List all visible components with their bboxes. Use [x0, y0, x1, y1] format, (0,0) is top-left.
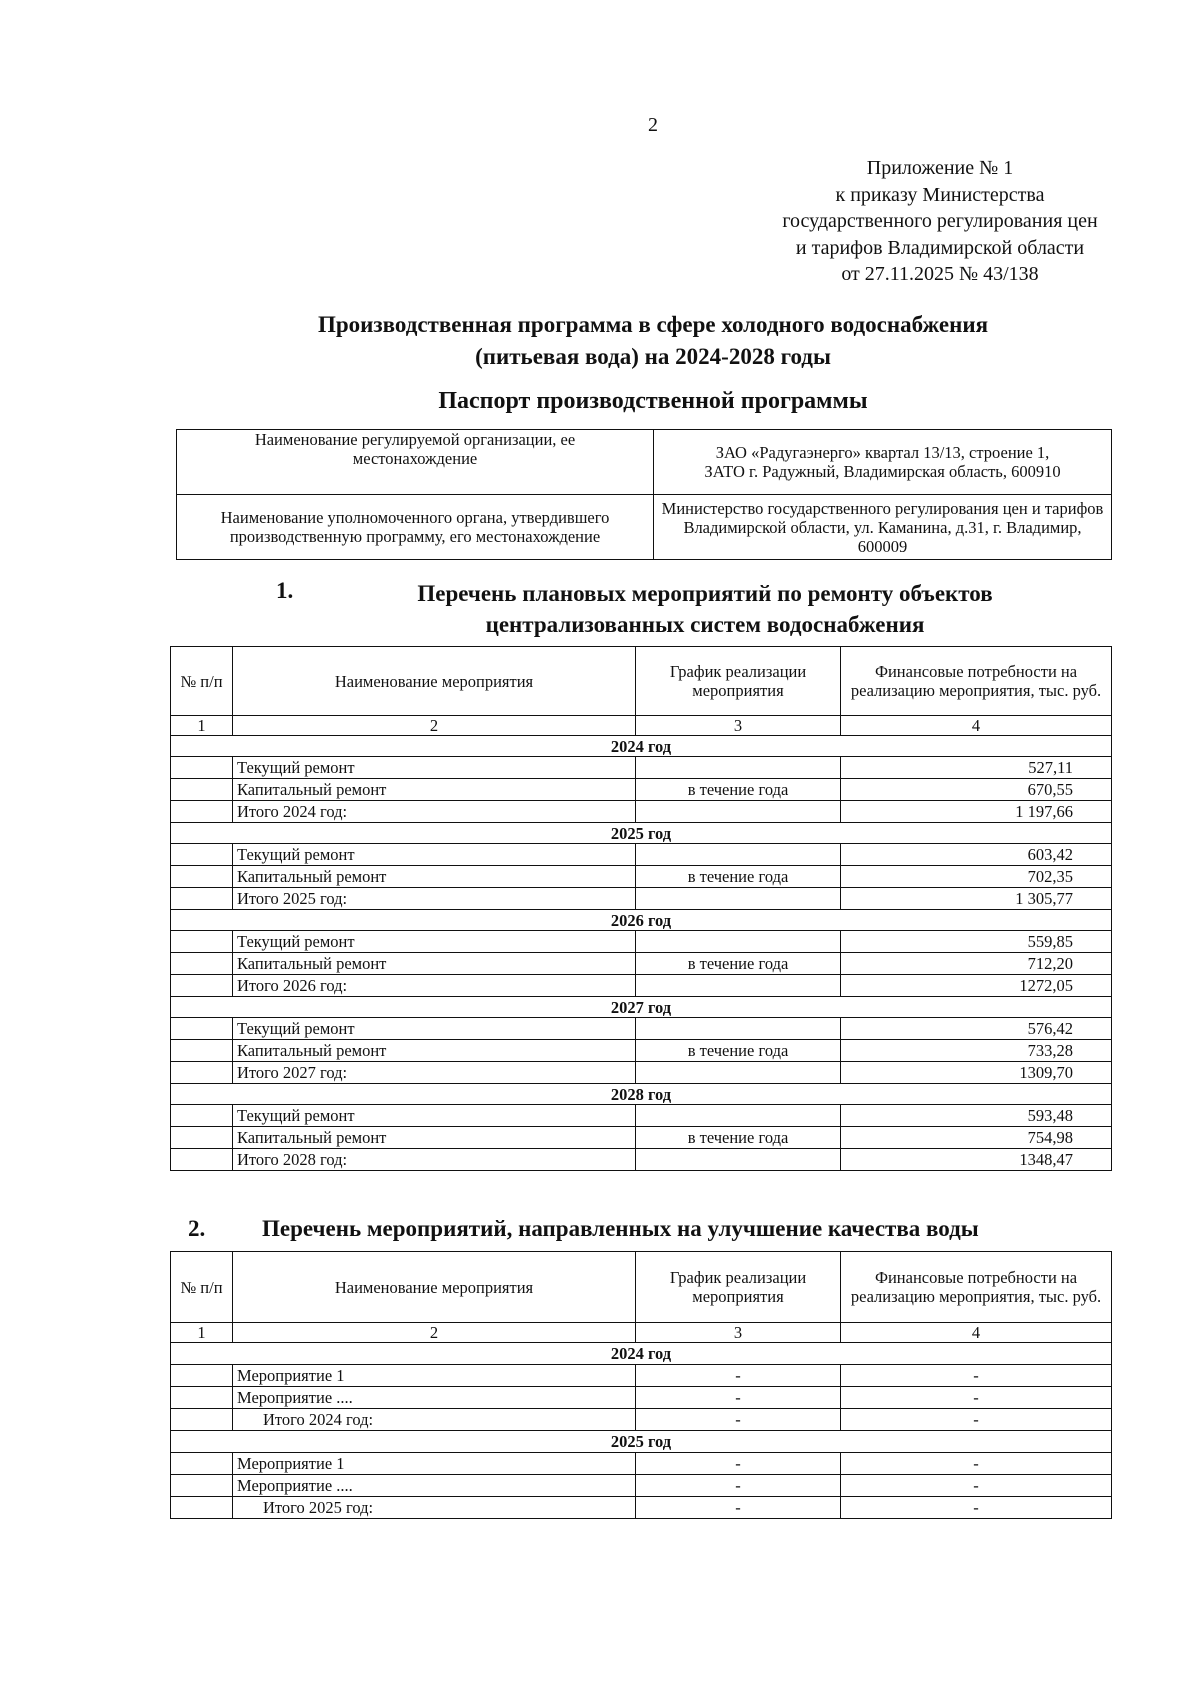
row-name: Текущий ремонт [233, 1018, 636, 1040]
row-finance: 712,20 [841, 953, 1112, 975]
table-row [171, 801, 1112, 823]
row-num [171, 888, 233, 910]
row-num [171, 1497, 233, 1519]
year-label: 2025 год [171, 823, 1112, 844]
column-number-row [171, 1323, 1112, 1343]
row-schedule [636, 757, 841, 779]
header-finance: Финансовые потребности на реализацию мероприятия, тыс. руб. [841, 647, 1112, 716]
column-number: 3 [636, 1323, 841, 1343]
row-schedule: - [636, 1475, 841, 1497]
row-finance: 1348,47 [841, 1149, 1112, 1171]
row-name: Текущий ремонт [233, 757, 636, 779]
table-row [171, 757, 1112, 779]
passport-label: Наименование уполномоченного органа, утвердившего производственную программу, его местонахождение [177, 495, 654, 560]
row-finance: 733,28 [841, 1040, 1112, 1062]
row-name: Текущий ремонт [233, 1105, 636, 1127]
table-row [171, 1040, 1112, 1062]
row-schedule: - [636, 1387, 841, 1409]
passport-row [177, 495, 1112, 560]
year-row [171, 736, 1112, 757]
section-2-title: Перечень мероприятий, направленных на улучшение качества воды [262, 1216, 979, 1241]
table-row [171, 888, 1112, 910]
passport-label: Наименование регулируемой организации, ее местонахождение [177, 430, 654, 495]
year-row [171, 910, 1112, 931]
row-finance: 576,42 [841, 1018, 1112, 1040]
row-schedule: - [636, 1365, 841, 1387]
row-name: Капитальный ремонт [233, 779, 636, 801]
section-1-title: Перечень плановых мероприятий по ремонту объектов централизованных систем водоснабжения [417, 581, 993, 637]
row-name: Итого 2024 год: [233, 801, 636, 823]
row-name: Мероприятие 1 [233, 1453, 636, 1475]
row-schedule [636, 801, 841, 823]
header-schedule: График реализации мероприятия [636, 1252, 841, 1323]
row-finance: 527,11 [841, 757, 1112, 779]
row-finance: 1309,70 [841, 1062, 1112, 1084]
section-2-number: 2. [188, 1216, 206, 1241]
table-row [171, 866, 1112, 888]
row-finance: 1 305,77 [841, 888, 1112, 910]
table-row [171, 1365, 1112, 1387]
water-quality-table [170, 1251, 1112, 1519]
row-name: Капитальный ремонт [233, 866, 636, 888]
row-name: Текущий ремонт [233, 844, 636, 866]
header-finance: Финансовые потребности на реализацию мероприятия, тыс. руб. [841, 1252, 1112, 1323]
column-number-row [171, 716, 1112, 736]
row-name: Итого 2028 год: [233, 1149, 636, 1171]
row-num [171, 1387, 233, 1409]
row-num [171, 1018, 233, 1040]
row-finance: - [841, 1475, 1112, 1497]
passport-table [176, 429, 1112, 560]
row-name: Мероприятие .... [233, 1387, 636, 1409]
year-label: 2028 год [171, 1084, 1112, 1105]
row-schedule: - [636, 1409, 841, 1431]
year-row [171, 1431, 1112, 1453]
row-schedule: в течение года [636, 953, 841, 975]
page-number: 2 [648, 114, 658, 136]
row-name: Мероприятие 1 [233, 1365, 636, 1387]
row-schedule [636, 1149, 841, 1171]
year-label: 2026 год [171, 910, 1112, 931]
column-number: 3 [636, 716, 841, 736]
header-name: Наименование мероприятия [233, 647, 636, 716]
year-row [171, 1343, 1112, 1365]
document-title-line-2: (питьевая вода) на 2024-2028 годы [475, 344, 831, 369]
row-num [171, 1105, 233, 1127]
repair-plan-table [170, 646, 1112, 1171]
year-label: 2024 год [171, 1343, 1112, 1365]
table-row [171, 1062, 1112, 1084]
passport-value: Министерство государственного регулирования цен и тарифов Владимирской области, ул. Каманина, д.31, г. Владимир, 600009 [654, 495, 1112, 560]
year-row [171, 1084, 1112, 1105]
table-row [171, 1453, 1112, 1475]
row-name: Текущий ремонт [233, 931, 636, 953]
table-row [171, 1105, 1112, 1127]
row-num [171, 1453, 233, 1475]
appendix-note [720, 155, 1160, 288]
row-finance: - [841, 1453, 1112, 1475]
row-finance: 559,85 [841, 931, 1112, 953]
row-num [171, 1040, 233, 1062]
row-finance: 754,98 [841, 1127, 1112, 1149]
table-row [171, 931, 1112, 953]
column-number: 2 [233, 1323, 636, 1343]
table-row [171, 1149, 1112, 1171]
passport-row [177, 430, 1112, 495]
table-row [171, 1387, 1112, 1409]
row-finance: - [841, 1409, 1112, 1431]
row-name: Итого 2026 год: [233, 975, 636, 997]
row-num [171, 1127, 233, 1149]
row-finance: 702,35 [841, 866, 1112, 888]
column-number: 1 [171, 716, 233, 736]
row-name: Итого 2025 год: [233, 888, 636, 910]
row-schedule: - [636, 1497, 841, 1519]
row-name: Итого 2024 год: [233, 1409, 636, 1431]
appendix-line: Приложение № 1 [866, 157, 1014, 179]
row-name: Итого 2025 год: [233, 1497, 636, 1519]
header-name: Наименование мероприятия [233, 1252, 636, 1323]
passport-value: ЗАО «Радугаэнерго» квартал 13/13, строение 1, ЗАТО г. Радужный, Владимирская область, 600910 [654, 430, 1112, 495]
appendix-line: государственного регулирования цен [782, 210, 1098, 232]
table-row [171, 1475, 1112, 1497]
column-number: 4 [841, 1323, 1112, 1343]
row-finance: 1272,05 [841, 975, 1112, 997]
row-name: Капитальный ремонт [233, 1040, 636, 1062]
row-schedule [636, 1062, 841, 1084]
row-schedule: - [636, 1453, 841, 1475]
row-schedule: в течение года [636, 866, 841, 888]
section-1-number: 1. [276, 578, 294, 603]
header-num: № п/п [171, 1252, 233, 1323]
row-name: Капитальный ремонт [233, 1127, 636, 1149]
row-num [171, 757, 233, 779]
column-number: 4 [841, 716, 1112, 736]
row-schedule: в течение года [636, 1040, 841, 1062]
table-header-row [171, 647, 1112, 716]
row-schedule [636, 844, 841, 866]
row-schedule [636, 888, 841, 910]
row-schedule: в течение года [636, 779, 841, 801]
row-num [171, 844, 233, 866]
table-row [171, 844, 1112, 866]
table-header-row [171, 1252, 1112, 1323]
row-finance: 603,42 [841, 844, 1112, 866]
passport-title: Паспорт производственной программы [438, 388, 868, 414]
column-number: 2 [233, 716, 636, 736]
row-name: Капитальный ремонт [233, 953, 636, 975]
row-schedule [636, 1105, 841, 1127]
table-row [171, 1018, 1112, 1040]
row-schedule [636, 1018, 841, 1040]
row-name: Итого 2027 год: [233, 1062, 636, 1084]
table-row [171, 1497, 1112, 1519]
header-schedule: График реализации мероприятия [636, 647, 841, 716]
year-row [171, 823, 1112, 844]
table-row [171, 975, 1112, 997]
row-num [171, 1475, 233, 1497]
appendix-line: от 27.11.2025 № 43/138 [841, 263, 1039, 285]
row-finance: 593,48 [841, 1105, 1112, 1127]
row-num [171, 1149, 233, 1171]
row-num [171, 866, 233, 888]
appendix-line: и тарифов Владимирской области [795, 236, 1085, 259]
row-schedule: в течение года [636, 1127, 841, 1149]
row-num [171, 779, 233, 801]
document-title-line-1: Производственная программа в сфере холодного водоснабжения [317, 312, 989, 337]
row-num [171, 1365, 233, 1387]
year-label: 2027 год [171, 997, 1112, 1018]
row-finance: 1 197,66 [841, 801, 1112, 823]
row-num [171, 953, 233, 975]
appendix-line: к приказу Министерства [835, 183, 1045, 206]
row-finance: - [841, 1497, 1112, 1519]
row-schedule [636, 931, 841, 953]
row-num [171, 1409, 233, 1431]
row-finance: 670,55 [841, 779, 1112, 801]
row-num [171, 801, 233, 823]
row-finance: - [841, 1365, 1112, 1387]
year-label: 2024 год [171, 736, 1112, 757]
row-schedule [636, 975, 841, 997]
row-num [171, 1062, 233, 1084]
year-label: 2025 год [171, 1431, 1112, 1453]
row-name: Мероприятие .... [233, 1475, 636, 1497]
table-row [171, 953, 1112, 975]
header-num: № п/п [171, 647, 233, 716]
row-num [171, 931, 233, 953]
table-row [171, 1127, 1112, 1149]
row-num [171, 975, 233, 997]
table-row [171, 779, 1112, 801]
row-finance: - [841, 1387, 1112, 1409]
column-number: 1 [171, 1323, 233, 1343]
table-row [171, 1409, 1112, 1431]
year-row [171, 997, 1112, 1018]
